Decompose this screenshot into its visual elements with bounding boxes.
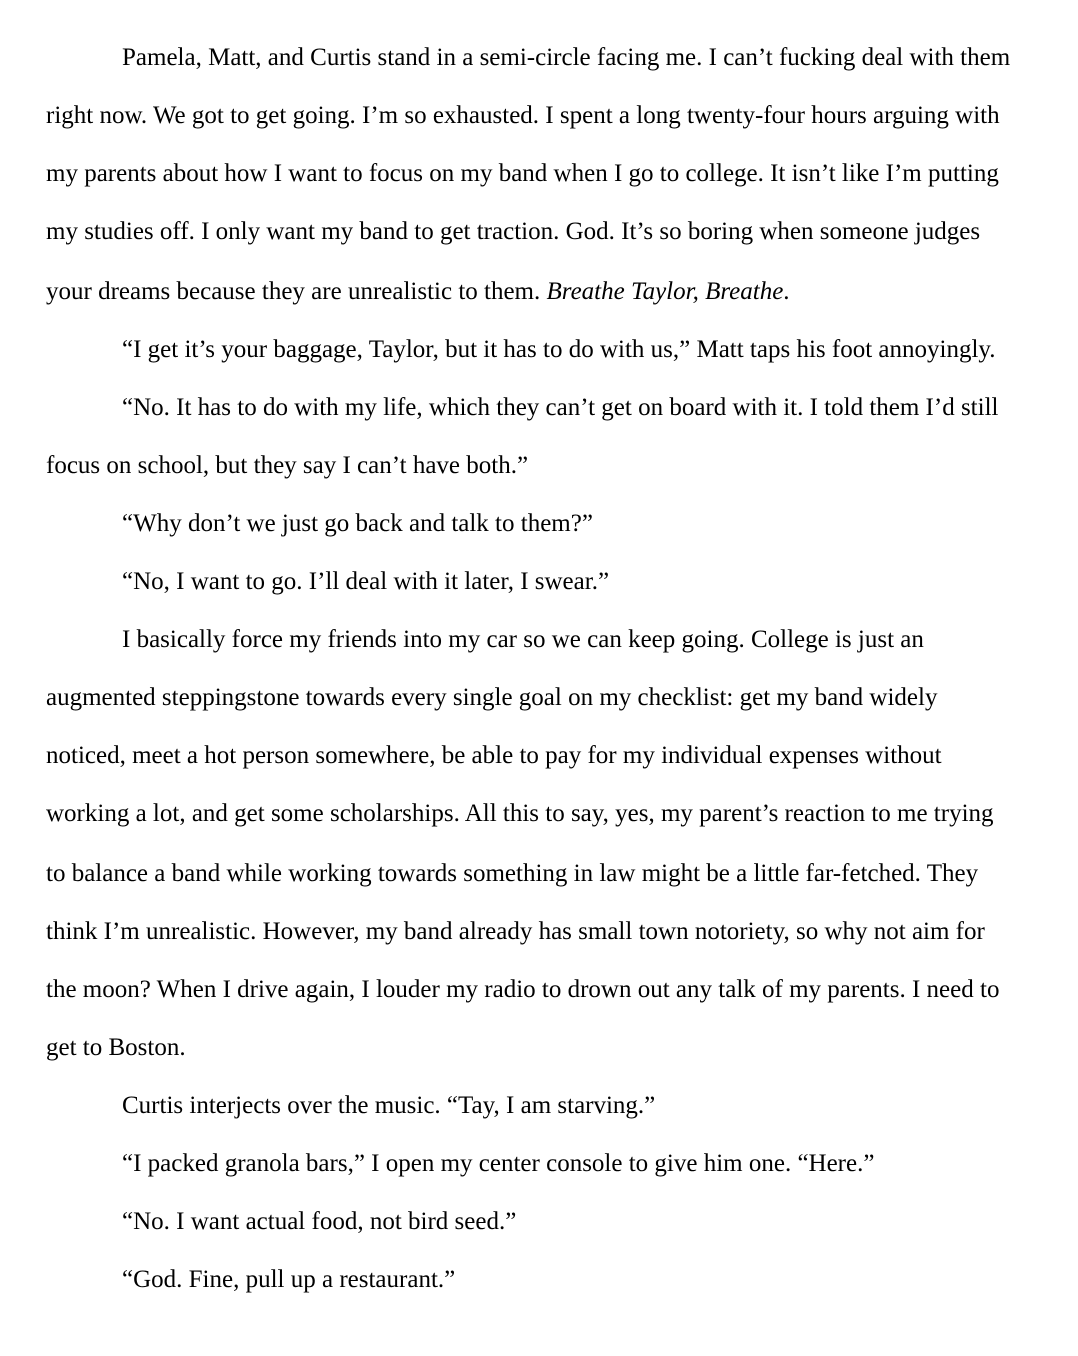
text-line: “Why don’t we just go back and talk to them?” <box>122 510 593 537</box>
text-line: right now. We got to get going. I’m so exhausted. I spent a long twenty-four hours arguing with <box>46 102 1000 129</box>
text-line: Curtis interjects over the music. “Tay, I am starving.” <box>122 1092 656 1119</box>
text-line: Pamela, Matt, and Curtis stand in a semi-circle facing me. I can’t fucking deal with them <box>122 44 1011 71</box>
italic-phrase: Breathe Taylor, Breathe <box>546 278 784 305</box>
text-line: think I’m unrealistic. However, my band already has small town notoriety, so why not aim for <box>46 918 985 945</box>
text-line: my studies off. I only want my band to get traction. God. It’s so boring when someone judges <box>46 218 981 245</box>
text-line: to balance a band while working towards something in law might be a little far-fetched. They <box>46 860 979 887</box>
text-line: “No. I want actual food, not bird seed.” <box>122 1208 517 1235</box>
text-line-with-italic <box>46 277 790 307</box>
text-line: “No. It has to do with my life, which they can’t get on board with it. I told them I’d still <box>122 394 999 421</box>
text-line: noticed, meet a hot person somewhere, be able to pay for my individual expenses without <box>46 742 942 769</box>
text-line: get to Boston. <box>46 1034 186 1061</box>
text-line: “No, I want to go. I’ll deal with it later, I swear.” <box>122 568 610 595</box>
text-line: I basically force my friends into my car so we can keep going. College is just an <box>122 626 924 653</box>
text-line: my parents about how I want to focus on my band when I go to college. It isn’t like I’m putting <box>46 160 999 187</box>
text-line: “God. Fine, pull up a restaurant.” <box>122 1266 456 1293</box>
text-segment-trailing: . <box>783 278 790 305</box>
text-line: “I packed granola bars,” I open my center console to give him one. “Here.” <box>122 1150 875 1177</box>
text-line: “I get it’s your baggage, Taylor, but it has to do with us,” Matt taps his foot annoyingly. <box>122 336 996 363</box>
text-line: the moon? When I drive again, I louder my radio to drown out any talk of my parents. I need to <box>46 976 1000 1003</box>
text-segment: your dreams because they are unrealistic to them. <box>46 278 547 305</box>
text-line: focus on school, but they say I can’t have both.” <box>46 452 529 479</box>
text-line: working a lot, and get some scholarships. All this to say, yes, my parent’s reaction to me trying <box>46 800 994 827</box>
text-line: augmented steppingstone towards every single goal on my checklist: get my band widely <box>46 684 938 711</box>
